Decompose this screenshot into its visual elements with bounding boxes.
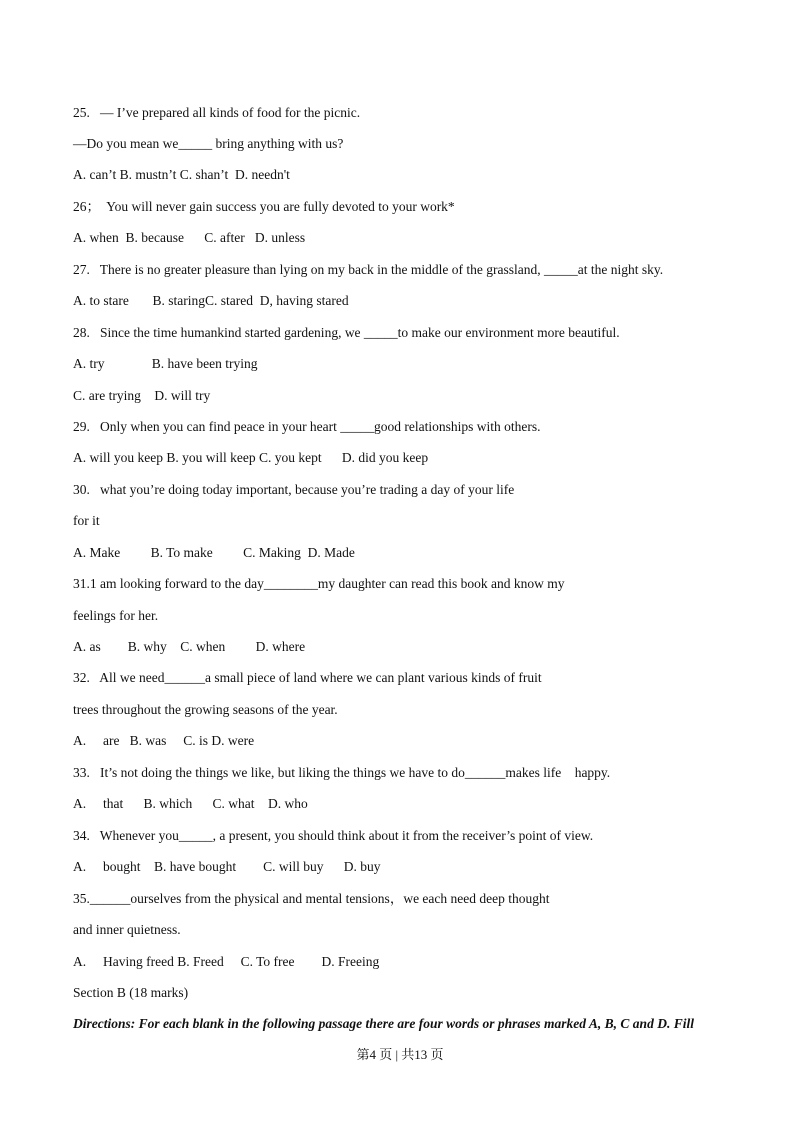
question-34-stem: 34. Whenever you_____, a present, you should think about it from the receiver’s point of view.	[73, 828, 594, 843]
question-26-stem: 26； You will never gain success you are fully devoted to your work*	[73, 199, 455, 214]
directions-text: Directions: For each blank in the following passage there are four words or phrases marked A, B, C and D. Fill	[73, 1016, 694, 1031]
question-30-stem: 30. what you’re doing today important, because you’re trading a day of your life	[73, 482, 515, 497]
question-32-stem: 32. All we need______a small piece of land where we can plant various kinds of fruit	[73, 670, 542, 685]
question-32-options: A. are B. was C. is D. were	[73, 733, 255, 748]
question-25-options: A. can’t B. mustn’t C. shan’t D. needn't	[73, 167, 290, 182]
question-28-options-2: C. are trying D. will try	[73, 388, 211, 403]
question-27-options: A. to stare B. staringC. stared D, having stared	[73, 293, 349, 308]
question-35-options: A. Having freed B. Freed C. To free D. Freeing	[73, 954, 380, 969]
question-31-options: A. as B. why C. when D. where	[73, 639, 306, 654]
question-34-options: A. bought B. have bought C. will buy D. buy	[73, 859, 381, 874]
question-30-options: A. Make B. To make C. Making D. Made	[73, 545, 355, 560]
question-35-stem-cont: and inner quietness.	[73, 922, 181, 937]
question-32-stem-cont: trees throughout the growing seasons of the year.	[73, 702, 338, 717]
question-30-stem-cont: for it	[73, 513, 100, 528]
question-25-line: —Do you mean we_____ bring anything with us?	[73, 136, 344, 151]
question-26-options: A. when B. because C. after D. unless	[73, 230, 306, 245]
page-footer: 第4 页 | 共13 页	[356, 1047, 444, 1062]
question-29-stem: 29. Only when you can find peace in your heart _____good relationships with others.	[73, 419, 541, 434]
question-31-stem: 31.1 am looking forward to the day________my daughter can read this book and know my	[73, 576, 565, 591]
question-33-stem: 33. It’s not doing the things we like, but liking the things we have to do______makes life happy.	[73, 765, 611, 780]
question-29-options: A. will you keep B. you will keep C. you kept D. did you keep	[73, 450, 429, 465]
question-25-stem: 25. — I’ve prepared all kinds of food for the picnic.	[73, 105, 361, 120]
question-33-options: A. that B. which C. what D. who	[73, 796, 308, 811]
question-35-stem: 35.______ourselves from the physical and mental tensions，we each need deep thought	[73, 891, 550, 906]
question-31-stem-cont: feelings for her.	[73, 608, 159, 623]
question-27-stem: 27. There is no greater pleasure than lying on my back in the middle of the grassland, _____at the night sky.	[73, 262, 664, 277]
question-28-stem: 28. Since the time humankind started gardening, we _____to make our environment more beautiful.	[73, 325, 620, 340]
question-28-options-1: A. try B. have been trying	[73, 356, 258, 371]
section-b-heading: Section B (18 marks)	[73, 985, 189, 1000]
